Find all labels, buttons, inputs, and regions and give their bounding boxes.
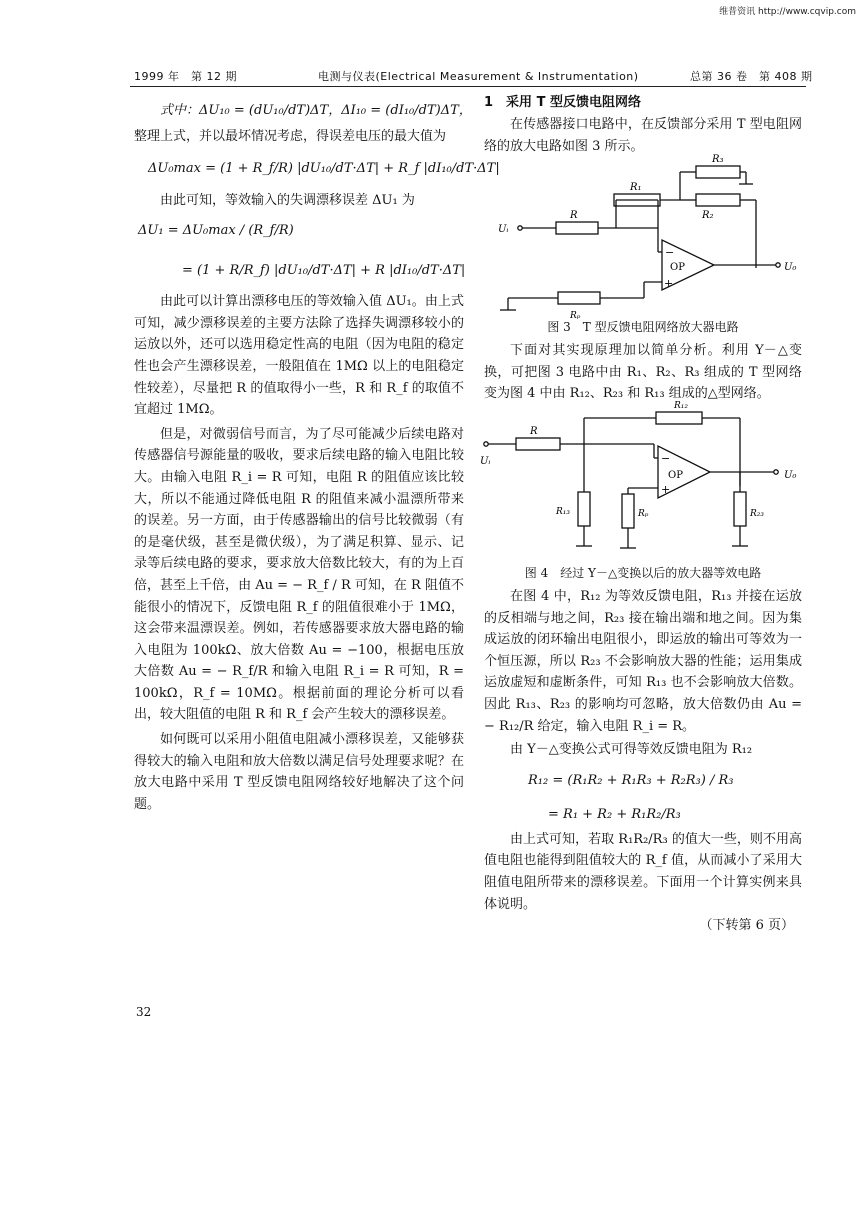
right-column-mid — [484, 340, 802, 405]
header-journal: 电测与仪表(Electrical Measurement & Instrumentation) — [318, 70, 639, 83]
equation-max-error-voltage: ΔU₀max = (1 + R_f/R) |dU₁₀/dT·ΔT| + R_f |dI₁₀/dT·ΔT| — [148, 160, 500, 176]
fig4-label-uo: U₀ — [784, 470, 797, 481]
equation-r12: R₁₂ = (R₁R₂ + R₁R₃ + R₂R₃) / R₃ — [528, 772, 734, 788]
figure-3-circuit — [484, 150, 804, 321]
watermark: 维普资讯 http://www.cqvip.com — [719, 7, 856, 17]
paragraph-reduce-drift: 由此可以计算出漂移电压的等效输入值 ΔU₁。由上式可知，减少漂移误差的主要方法除了选择失调漂移较小的运放以外，还可以选用稳定性高的电阻（因为电阻的稳定性也会产生漂移误差，一般阻值在 1MΩ 以上的电阻稳定性较差），尽量把 R 的值取得小一些，R 和 R_f 的取值不宜超过 1MΩ。 — [134, 294, 464, 418]
right-column-top — [484, 92, 802, 157]
fig4-label-r: R — [530, 426, 538, 437]
fig4-label-minus: − — [661, 452, 671, 465]
header-rule — [130, 86, 806, 87]
paragraph-y-delta-transform: 下面对其实现原理加以简单分析。利用 Y－△变换，可把图 3 电路中由 R₁、R₂、R₃ 组成的 T 型网络变为图 4 中由 R₁₂、R₂₃ 和 R₁₃ 组成的△型网络。 — [484, 343, 802, 402]
paragraph-weak-signal: 但是，对微弱信号而言，为了尽可能减少后续电路对传感器信号源能量的吸收，要求后续电路的输入电阻比较大。由输入电阻 R_i = R 可知，电阻 R 的阻值应该比较大，所以不能通过降低电阻 R 的阻值来减小温漂所带来的误差。另一方面，由于传感器输出的信号比较微弱（有的是毫伏级，甚至是微伏级），为了满足积算、显示、记录等后续电路的要求，要求放大倍数比较大，有的为上百倍，甚至上千倍，由 Au = − R_f / R 可知，在 R 阻值不能很小的情况下，反馈电阻 R_f 的阻值很难小于 1MΩ，这会带来温漂误差。例如，若传感器要求放大器电路的输入电阻为 100kΩ、放大倍数 Au = −100，根据电压放大倍数 Au = − R_f/R 和输入电阻 R_i = R 可知，R = 100kΩ，R_f = 10MΩ。根据前面的理论分析可以看出，较大阻值的电阻 R 和 R_f 会产生较大的漂移误差。 — [134, 426, 464, 723]
continued-note: （下转第 6 页） — [699, 918, 794, 934]
fig3-label-r1: R₁ — [630, 182, 642, 193]
fig3-label-minus: − — [665, 246, 675, 259]
paragraph-t-network-question: 如何既可以采用小阻值电阻减小漂移误差，又能够获得较大的输入电阻和放大倍数以满足信号处理要求呢？在放大电路中采用 T 型反馈电阻网络较好地解决了这个问题。 — [134, 732, 464, 812]
fig4-label-r13: R₁₃ — [556, 507, 570, 517]
fig3-label-r2: R₂ — [702, 210, 714, 221]
header-volume: 总第 36 卷 第 408 期 — [690, 70, 813, 83]
equation-input-drift-expanded: = (1 + R/R_f) |dU₁₀/dT·ΔT| + R |dI₁₀/dT·ΔT| — [182, 263, 466, 279]
fig4-label-op: OP — [668, 470, 683, 481]
fig3-label-uo: U₀ — [784, 262, 797, 273]
paragraph-offset-drift: 由此可知，等效输入的失调漂移误差 ΔU₁ 为 — [160, 192, 415, 208]
fig4-label-r12: R₁₂ — [674, 401, 688, 411]
section-title: 1 采用 T 型反馈电阻网络 — [484, 95, 641, 110]
fig4-label-plus: + — [661, 483, 671, 496]
figure-4-caption: 图 4 经过 Y－△变换以后的放大器等效电路 — [524, 566, 762, 580]
fig3-label-plus: + — [664, 277, 674, 290]
paragraph-conclusion: 由上式可知，若取 R₁R₂/R₃ 的值大一些，则不用高值电阻也能得到阻值较大的 R_f 值，从而减小了采用大阻值电阻所带来的漂移误差。下面用一个计算实例来具体说明。 — [484, 831, 802, 912]
right-column-bottom — [484, 586, 802, 937]
equation-drift-definitions: 式中：ΔU₁₀ = (dU₁₀/dT)ΔT，ΔI₁₀ = (dI₁₀/dT)ΔT， — [160, 103, 472, 118]
fig4-label-r23: R₂₃ — [750, 509, 764, 519]
fig3-label-r: R — [570, 210, 578, 221]
figure-4-circuit — [478, 398, 804, 560]
header-issue: 1999 年 第 12 期 — [134, 70, 237, 83]
fig3-label-op: OP — [670, 262, 685, 273]
fig3-label-r3: R₃ — [712, 154, 724, 165]
equation-input-drift: ΔU₁ = ΔU₀max / (R_f/R) — [138, 223, 294, 239]
paragraph-equivalent-feedback: 由 Y－△变换公式可得等效反馈电阻为 R₁₂ — [510, 742, 753, 758]
fig4-label-rp: Rₚ — [638, 509, 649, 519]
fig3-label-rp: Rₚ — [570, 311, 581, 321]
figure-3-caption: 图 3 T 型反馈电阻网络放大器电路 — [547, 320, 739, 334]
fig4-label-ui: Uᵢ — [480, 456, 491, 467]
page-number: 32 — [136, 1005, 152, 1019]
paragraph-worst-case: 整理上式，并以最坏情况考虑，得误差电压的最大值为 — [134, 129, 447, 144]
equation-r12-simplified: = R₁ + R₂ + R₁R₂/R₃ — [548, 806, 681, 822]
paragraph-fig3-intro: 在传感器接口电路中，在反馈部分采用 T 型电阻网络的放大电路如图 3 所示。 — [484, 117, 802, 154]
fig3-label-ui: Uᵢ — [498, 224, 509, 235]
paragraph-equivalent-circuit: 在图 4 中，R₁₂ 为等效反馈电阻，R₁₃ 并接在运放的反相端与地之间，R₂₃ 接在输出端和地之间。因为集成运放的闭环输出电阻很小，即运放的输出可等效为一个恒压源，所以 R₂₃ 不会影响放大器的性能；运用集成运放虚短和虚断条件，可知 R₁₃ 也不会影响放大倍数。因此 R₁₃、R₂₃ 的影响均可忽略，放大倍数仍由 Au = − R₁₂/R 给定，输入电阻 R_i = R。 — [484, 589, 802, 734]
